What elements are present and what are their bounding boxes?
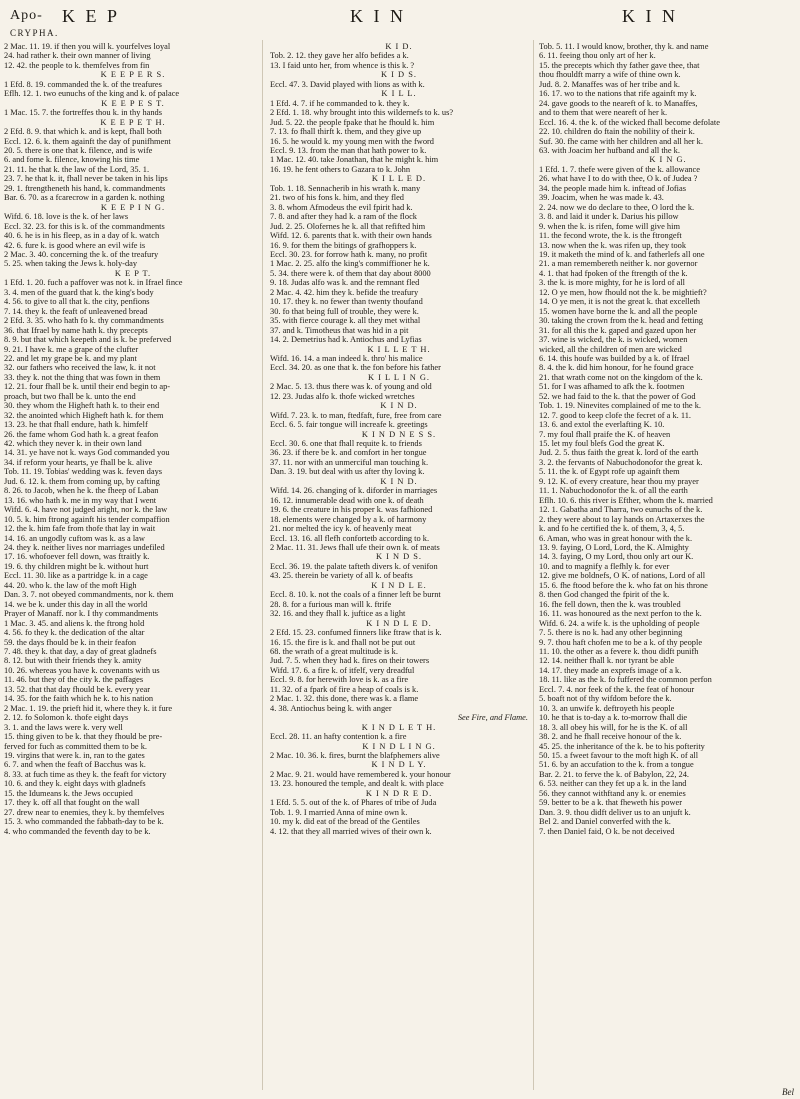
concordance-entry: 23. 7. he that k. it, fhall never be taken in his lips (4, 174, 168, 184)
concordance-entry: Eccl. 36. 19. the palate tafteth divers k. of venifon (270, 561, 438, 571)
concordance-entry: 6. 14. this houfe was builded by a k. of Ifrael (539, 353, 690, 363)
concordance-entry: Eccl. 30. 23. for forrow hath k. many, no profit (270, 249, 428, 259)
concordance-entry: 2 Mac. 9. 21. would have remembered k. your honour (270, 769, 451, 779)
concordance-entry: Eflh. 12. 1. two eunuchs of the king and k. of palace (4, 89, 180, 99)
concordance-entry: Eccl. 7. 4. nor feek of the k. the feat of honour (539, 684, 695, 694)
concordance-entry: 14. 31. ye have not k. ways God commanded you (4, 448, 170, 458)
concordance-entry: 32. our fathers who received the law, k. it not (4, 363, 156, 373)
concordance-entry: 24. gave goods to the neareft of k. to Manaffes, (539, 98, 698, 108)
headword: K I N D R E D. (365, 788, 433, 798)
concordance-entry: 2. 24. now we do declare to thee, O lord the k. (539, 202, 695, 212)
concordance-entry: Jud. 8. 2. Manaffes was of her tribe and k. (539, 79, 681, 89)
concordance-entry: 18. 11. like as the k. fo fuffered the common perfon (539, 675, 712, 685)
concordance-entry: Suf. 30. fhe came with her children and all her k. (539, 136, 703, 146)
concordance-entry: 51. 6. by an accufation to the k. from a tongue (539, 760, 694, 770)
concordance-entry: 19. 6. thy children might be k. without hurt (4, 561, 149, 571)
concordance-entry: 42. 6. fure k. is good where an evil wife is (4, 240, 146, 250)
concordance-entry: 11. 46. but they of the city k. the paffages (4, 675, 144, 685)
concordance-entry: 8. 4. the k. did him honour, for he found grace (539, 363, 694, 373)
concordance-entry: 30. they whom the Higheft hath k. to their end (4, 401, 160, 411)
concordance-entry: 16. 11. was honoured as the next perfon to the k. (539, 609, 702, 619)
concordance-entry: Wifd. 6. 24. a wife k. is the upholding of people (539, 618, 700, 628)
concordance-entry: Eccl. 16. 4. the k. of the wicked fhall become defolate (539, 117, 720, 127)
column-2 (270, 42, 528, 1092)
concordance-entry: 9. 18. Judas alfo was k. and the remnant fled (270, 278, 420, 288)
concordance-entry: 32. the anointed which Higheft hath k. for them (4, 410, 164, 420)
concordance-entry: 13. 6. and extol the everlafting K. 10. (539, 420, 665, 430)
concordance-entry: 12. 1. Gabatha and Tharra, two eunuchs of the k. (539, 505, 703, 515)
concordance-entry: and to them that were neareft of her k. (539, 108, 668, 118)
concordance-entry: 8. 12. but with their friends they k. amity (4, 656, 142, 666)
concordance-entry: Tob. 1. 9. I married Anna of mine own k. (270, 807, 408, 817)
concordance-entry: 9. 21. I have k. me a grape of the clufter (4, 344, 139, 354)
section-sublabel: CRYPHA. (10, 28, 59, 38)
concordance-entry: 19. it maketh the mind of k. and fatherlefs all one (539, 249, 705, 259)
concordance-entry: 16. 12. innumerable dead with one k. of death (270, 495, 424, 505)
concordance-entry: 2 Mac. 1. 19. the prieft hid it, where they k. it fure (4, 703, 173, 713)
concordance-entry: Wifd. 17. 6. a fire k. of itfelf, very dreadful (270, 665, 415, 675)
concordance-entry: 10. 17. they k. no fewer than twenty thoufand (270, 297, 423, 307)
concordance-entry: 16. 5. he would k. my young men with the fword (270, 136, 434, 146)
concordance-entry: 9. 7. thou haft chofen me to be a k. of thy people (539, 637, 703, 647)
concordance-entry: 8. 26. to Jacob, when he k. the fheep of Laban (4, 486, 159, 496)
headword: K E P T. (114, 268, 152, 278)
concordance-entry: 16. 19. he fent others to Gazara to k. John (270, 164, 411, 174)
concordance-entry: 30. fo that being full of trouble, they were k. (270, 306, 419, 316)
concordance-entry: 10. he that is to-day a k. to-morrow fhall die (539, 713, 688, 723)
concordance-entry: 7. my foul fhall praife the K. of heaven (539, 429, 671, 439)
concordance-entry: 16. 15. the fire is k. and fhall not be put out (270, 637, 416, 647)
concordance-entry: 19. virgins that were k. in, ran to the gates (4, 750, 145, 760)
concordance-entry: Eccl. 6. 5. fair tongue will increafe k. greetings (270, 420, 428, 430)
concordance-entry: 11. 1. Nabuchodonofor the k. of all the earth (539, 486, 688, 496)
headword: K I N G. (649, 155, 687, 165)
concordance-entry: 3. 1. and the laws were k. very well (4, 722, 123, 732)
concordance-entry: 3. 8. whom Afmodeus the evil fpirit had k. (270, 202, 413, 212)
concordance-entry: Prayer of Manaff. nor k. I thy commandments (4, 609, 159, 619)
concordance-entry: Eccl. 11. 30. like as a partridge k. in a cage (4, 571, 148, 581)
concordance-entry: 7. 8. and after they had k. a ram of the flock (270, 212, 417, 222)
headword: K I N D L I N G. (362, 741, 436, 751)
concordance-entry: Eflh. 10. 6. this river is Efther, whom the k. married (539, 495, 713, 505)
headword: K I L L I N G. (368, 372, 430, 382)
concordance-entry: 1 Efd. 4. 7. if he commanded to k. they k. (270, 98, 410, 108)
concordance-entry: 14. 2. Demetrius had k. Antiochus and Lyfias (270, 335, 422, 345)
concordance-entry: 15. let my foul blefs God the great K. (539, 439, 665, 449)
concordance-entry: 45. 25. the inheritance of the k. be to his pofterity (539, 741, 705, 751)
concordance-entry: 52. we had faid to the k. that the power of God (539, 391, 696, 401)
concordance-entry: 26. what have I to do with thee, O k. of Judea ? (539, 174, 698, 184)
concordance-entry: Jud. 2. 25. Olofernes he k. all that refifted him (270, 221, 426, 231)
concordance-entry: Eccl. 34. 20. as one that k. the fon before his father (270, 363, 441, 373)
concordance-entry: 40. 6. he is in his fleep, as in a day of k. watch (4, 231, 160, 241)
section-label: Apo- (10, 8, 43, 23)
concordance-entry: 26. the fame whom God hath k. a great feafon (4, 429, 159, 439)
concordance-entry: 51. for I was afhamed to afk the k. footmen (539, 382, 685, 392)
concordance-entry: 10. 26. whereas you have k. covenants with us (4, 665, 160, 675)
concordance-entry: Eccl. 9. 13. from the man that hath power to k. (270, 145, 427, 155)
concordance-entry: 6. 11. feeing thou only art of her k. (539, 51, 656, 61)
column-divider (262, 40, 263, 1090)
concordance-entry: 21. two of his fons k. him, and they fled (270, 193, 404, 203)
concordance-entry: 13. 16. who hath k. me in my way that I went (4, 495, 157, 505)
concordance-entry: 37. and k. Timotheus that was hid in a pit (270, 325, 409, 335)
guide-word-left: K E P (62, 6, 121, 26)
concordance-entry: 12. 7. good to keep clofe the fecret of a k. 11. (539, 410, 692, 420)
concordance-entry: 2 Efd. 1. 18. why brought into this wildernefs to k. us? (270, 108, 454, 118)
concordance-entry: 2. 12. fo Solomon k. thofe eight days (4, 713, 129, 723)
headword: K I L L. (381, 89, 417, 99)
concordance-entry: 20. 5. there is one that k. filence, and is wife (4, 145, 153, 155)
concordance-entry: 1 Mac. 12. 40. take Jonathan, that he might k. him (270, 155, 439, 165)
concordance-entry: 7. then Daniel faid, O k. be not deceived (539, 826, 675, 836)
concordance-entry: Eccl. 9. 8. for herewith love is k. as a fire (270, 675, 409, 685)
headword: K I N D S. (375, 552, 423, 562)
concordance-entry: 35. with fierce courage k. all they met withal (270, 316, 421, 326)
concordance-entry: Eccl. 32. 23. for this is k. of the commandments (4, 221, 165, 231)
headword: K I N D L E D. (366, 618, 432, 628)
concordance-entry: 39. Joacim, when he was made k. 43. (539, 193, 664, 203)
headword: K I N D. (380, 401, 418, 411)
concordance-entry: Jud. 7. 5. when they had k. fires on their towers (270, 656, 430, 666)
concordance-entry: Eccl. 47. 3. David played with lions as with k. (270, 79, 425, 89)
column-3 (539, 42, 797, 1092)
concordance-entry: 1 Mac. 3. 45. and aliens k. the ftrong hold (4, 618, 145, 628)
catchword: Bel (782, 1087, 794, 1097)
concordance-entry: 36. 23. if there be k. and comfort in her tongue (270, 448, 427, 458)
concordance-entry: 34. if reform your hearts, ye fhall be k. alive (4, 457, 153, 467)
concordance-entry: Jud. 2. 5. thus faith the great k. lord of the earth (539, 448, 699, 458)
concordance-entry: 21. nor melted the icy k. of heavenly meat (270, 524, 412, 534)
concordance-entry: 7. 13. fo fhall thirft k. them, and they give up (270, 127, 422, 137)
concordance-entry: 14. 17. they made an exprefs image of a k. (539, 665, 682, 675)
concordance-entry: 3. 4. men of the guard that k. the king's body (4, 287, 154, 297)
concordance-entry: 3. the k. is more mighty, for he is lord of all (539, 278, 685, 288)
concordance-entry: Wifd. 16. 14. a man indeed k. thro' his malice (270, 353, 423, 363)
headword: K E E P I N G. (100, 202, 166, 212)
concordance-entry: Dan. 3. 9. thou didft deliver us to an unjuft k. (539, 807, 691, 817)
concordance-entry: 17. they k. off all that fought on the wall (4, 798, 140, 808)
concordance-entry: 4. 56. to give to all that k. the city, penfions (4, 297, 150, 307)
concordance-entry: Eccl. 30. 6. one that fhall requite k. to friends (270, 439, 422, 449)
concordance-entry: 2 Mac. 10. 36. k. fires, burnt the blafphemers alive (270, 750, 440, 760)
concordance-entry: 4. who commanded the feventh day to be k. (4, 826, 151, 836)
concordance-entry: 7. 5. there is no k. had any other beginning (539, 628, 683, 638)
concordance-entry: 18. 3. all obey his will, for he is the K. of all (539, 722, 688, 732)
concordance-entry: Bar. 2. 21. to ferve the k. of Babylon, 22, 24. (539, 769, 690, 779)
cross-reference: See Fire, and Flame. (457, 713, 528, 723)
concordance-entry: k. and fo he certified the k. of them, 3, 4, 5. (539, 524, 685, 534)
concordance-entry: 9. when the k. is rifen, fome will give him (539, 221, 680, 231)
concordance-entry: 43. 25. therein be variety of all k. of beafts (270, 571, 413, 581)
concordance-entry: 3. 8. and laid it under k. Darius his pillow (539, 212, 679, 222)
concordance-entry: 9. 12. K. of every creature, hear thou my prayer (539, 476, 699, 486)
concordance-entry: 16. fhe fell down, then the k. was troubled (539, 599, 681, 609)
concordance-entry: 1 Efd. 1. 20. fuch a paffover was not k. in Ifrael fince (4, 278, 183, 288)
concordance-entry: 13. 23. he that fhall endure, hath k. himfelf (4, 420, 148, 430)
concordance-entry: 18. elements were changed by a k. of harmony (270, 514, 427, 524)
concordance-entry: Eccl. 13. 16. all flefh confortetb according to k. (270, 533, 430, 543)
concordance-entry: 5. 34. there were k. of them that day about 8000 (270, 268, 431, 278)
concordance-entry: 6. 53. neither can they fet up a k. in the land (539, 779, 687, 789)
concordance-entry: 10. and to magnify a flefhly k. for ever (539, 561, 670, 571)
concordance-entry: Dan. 3. 7. not obeyed commandments, nor k. them (4, 590, 174, 600)
concordance-entry: wicked, all the children of men are wicked (539, 344, 682, 354)
concordance-entry: 12. 21. four fhall be k. until their end begin to ap- (4, 382, 171, 392)
concordance-entry: Tob. 1. 19. Ninevites complained of me to the k. (539, 401, 701, 411)
concordance-entry: 6. Aman, who was in great honour with the k. (539, 533, 693, 543)
concordance-entry: 24. had rather k. their own manner of living (4, 51, 151, 61)
concordance-entry: 37. wine is wicked, the k. is wicked, women (539, 335, 688, 345)
concordance-entry: 6. and fome k. filence, knowing his time (4, 155, 140, 165)
headword: K I N D L E T H. (361, 722, 437, 732)
concordance-entry: 15. 6. fhe ftood before the k. who fat on his throne (539, 580, 708, 590)
concordance-entry: Eccl. 12. 6. k. them againft the day of punifhment (4, 136, 171, 146)
concordance-entry: 63. with Joacim her hufband and all the k. (539, 145, 680, 155)
concordance-entry: 44. 20. who k. the law of the moft High (4, 580, 137, 590)
concordance-entry: 34. the people made him k. inftead of Jofias (539, 183, 686, 193)
concordance-entry: 4. 38. Antiochus being k. with anger (270, 703, 392, 713)
concordance-entry: 14. 16. an ungodly cuftom was k. as a law (4, 533, 145, 543)
concordance-entry: 29. 1. ftrengtheneth his hand, k. commandments (4, 183, 166, 193)
concordance-entry: 15. thing given to be k. that they fhould be pre- (4, 732, 163, 742)
concordance-entry: 10. 6. and they k. eight days with gladnefs (4, 779, 146, 789)
concordance-entry: 59. the days fhould be k. in their feafon (4, 637, 137, 647)
headword: K E E P E S T. (101, 98, 165, 108)
concordance-entry: 2 Mac. 4. 42. him they k. befide the treafury (270, 287, 419, 297)
concordance-entry: 2 Efd. 15. 23. confumed finners like ftraw that is k. (270, 628, 442, 638)
concordance-entry: 12. 14. neither fhall k. nor tyrant be able (539, 656, 675, 666)
concordance-entry: Tob. 11. 19. Tobias' wedding was k. feven days (4, 467, 163, 477)
concordance-entry: 5. 11. the k. of Egypt rofe up againft them (539, 467, 680, 477)
concordance-entry: Tob. 5. 11. I would know, brother, thy k. and name (539, 42, 709, 51)
headword: K E E P E T H. (100, 117, 166, 127)
concordance-entry: 32. 16. and they fhall k. juftice as a light (270, 609, 406, 619)
concordance-entry: 4. 1. that had fpoken of the ftrength of the k. (539, 268, 688, 278)
concordance-entry: 15. 3. who commanded the fabbath-day to be k. (4, 817, 164, 827)
concordance-entry: 2 Mac. 1. 32. this done, there was k. a flame (270, 694, 419, 704)
concordance-entry: 1 Mac. 2. 25. alfo the king's commiffioner he k. (270, 259, 430, 269)
concordance-entry: proach, but two fhall be k. unto the end (4, 391, 136, 401)
headword: K I L L E D. (371, 174, 427, 184)
concordance-entry: 50. 15. a fweet favour to the moft high K. of all (539, 750, 699, 760)
concordance-entry: Wifd. 6. 18. love is the k. of her laws (4, 212, 129, 222)
guide-word-right: K I N (622, 6, 678, 26)
concordance-entry: 13. 23. honoured the temple, and dealt k. with place (270, 779, 444, 789)
headword: K I N D L Y. (371, 760, 427, 770)
concordance-entry: 15. women have borne the k. and all the people (539, 306, 698, 316)
headword: K I D. (385, 42, 413, 51)
concordance-entry: 37. 11. nor with an unmerciful man touching k. (270, 457, 429, 467)
concordance-entry: 1 Efd. 5. 5. out of the k. of Phares of tribe of Juda (270, 798, 437, 808)
concordance-entry: Wifd. 7. 23. k. to man, ftedfaft, fure, free from care (270, 410, 442, 420)
headword: K I L L E T H. (367, 344, 431, 354)
concordance-entry: 15. the precepts which thy father gave thee, that (539, 60, 700, 70)
headword: K I N D. (380, 476, 418, 486)
concordance-entry: 2 Mac. 11. 31. Jews fhall ufe their own k. of meats (270, 543, 440, 553)
concordance-entry: 12. O ye men, how fhould not the k. be mightieft? (539, 287, 707, 297)
concordance-entry: 10. 3. an unwife k. deftroyeth his people (539, 703, 675, 713)
concordance-entry: Wifd. 12. 6. parents that k. with their own hands (270, 231, 432, 241)
column-1 (4, 42, 262, 1092)
concordance-entry: 11. 10. the other as a fevere k. thou didft punifh (539, 647, 699, 656)
concordance-entry: 21. that wrath come not on the kingdom of the k. (539, 372, 703, 382)
concordance-entry: 5. boaft not of thy wifdom before the k. (539, 694, 672, 704)
headword: K E E P E R S. (100, 70, 166, 80)
concordance-entry: 8. then God changed the fpirit of the k. (539, 590, 670, 600)
concordance-entry: 1 Efd. 1. 7. thefe were given of the k. allowance (539, 164, 700, 174)
concordance-entry: 5. 25. when taking the Jews k. holy-day (4, 259, 138, 269)
concordance-entry: 7. 14. they k. the feaft of unleavened bread (4, 306, 148, 316)
concordance-entry: 56. they cannot withftand any k. or enemies (539, 788, 686, 798)
concordance-entry: Jud. 6. 12. k. them from coming up, by cafting (4, 476, 160, 486)
concordance-entry: 12. 23. Judas alfo k. thofe wicked wretches (270, 391, 415, 401)
running-head (10, 6, 790, 38)
concordance-entry: Wifd. 14. 26. changing of k. diforder in marriages (270, 486, 438, 496)
concordance-entry: 10. 5. k. him ftrong againft his tender compaffion (4, 514, 170, 524)
headword: K I N D N E S S. (361, 429, 437, 439)
concordance-entry: Bar. 6. 70. as a fcarecrow in a garden k. nothing (4, 193, 165, 203)
concordance-entry: 59. better to be a k. that fheweth his power (539, 798, 683, 808)
concordance-entry: Eccl. 8. 10. k. not the coals of a finner left be burnt (270, 590, 441, 600)
concordance-entry: 11. 32. of a fpark of fire a heap of coals is k. (270, 684, 419, 694)
headword: K I D S. (381, 70, 417, 80)
concordance-entry: 12. give me boldnefs, O K. of nations, Lord of all (539, 571, 706, 581)
concordance-entry: 2 Mac. 3. 40. concerning the k. of the treafury (4, 249, 159, 259)
concordance-entry: 2 Mac. 11. 19. if then you will k. yourfelves loyal (4, 42, 171, 51)
concordance-entry: 8. 9. but that which keepeth and is k. be preferved (4, 335, 172, 345)
concordance-entry: Tob. 2. 12. they gave her alfo befides a k. (270, 51, 409, 61)
concordance-entry: 17. 16. whofoever fell down, was ftraitly k. (4, 552, 150, 562)
headword: K I N D L E. (371, 580, 427, 590)
concordance-entry: 6. 7. and when the feaft of Bacchus was k. (4, 760, 146, 770)
concordance-entry: 10. my k. did eat of the bread of the Gentiles (270, 817, 420, 827)
concordance-entry: 7. 48. they k. that day, a day of great gladnefs (4, 647, 157, 656)
concordance-entry: 16. 9. for them the bitings of grafhoppers k. (270, 240, 417, 250)
concordance-entry: 28. 8. for a furious man will k. ftrife (270, 599, 392, 609)
concordance-entry: 38. 2. and he fhall receive honour of the k. (539, 732, 682, 742)
concordance-entry: 14. O ye men, it is not the great k. that excelleth (539, 297, 700, 307)
concordance-entry: Jud. 5. 22. the people fpake that he fhould k. him (270, 117, 435, 127)
concordance-entry: 12. 42. the people to k. themfelves from fin (4, 60, 150, 70)
concordance-entry: 27. drew near to enemies, they k. by themfelves (4, 807, 165, 817)
concordance-entry: 14. 3. faying, O my Lord, thou only art our K. (539, 552, 694, 562)
concordance-entry: 21. 11. he that k. the law of the Lord, 35. 1. (4, 164, 150, 174)
concordance-entry: Wifd. 6. 4. have not judged aright, nor k. the law (4, 505, 168, 515)
concordance-entry: 13. now when the k. was rifen up, they took (539, 240, 687, 250)
concordance-entry: 4. 56. fo they k. the dedication of the altar (4, 628, 145, 638)
concordance-entry: Bel 2. and Daniel converfed with the k. (539, 817, 671, 827)
concordance-entry: 11. the fecond wrote, the k. is the ftrongeft (539, 231, 682, 241)
concordance-entry: Dan. 3. 19. but deal with us after thy loving k. (270, 467, 425, 477)
concordance-entry: 16. 17. wo to the nations that rife againft my k. (539, 89, 697, 99)
concordance-entry: 2 Mac. 5. 13. thus there was k. of young and old (270, 382, 432, 392)
concordance-entry: thou fhouldft marry a wife of thine own k. (539, 70, 681, 80)
concordance-entry: 2 Efd. 8. 9. that which k. and is kept, fhall both (4, 127, 162, 137)
concordance-entry: Tob. 1. 18. Sennacherib in his wrath k. many (270, 183, 421, 193)
concordance-entry: 24. they k. neither lives nor marriages undefiled (4, 543, 165, 553)
concordance-entry: 14. we be k. under this day in all the world (4, 599, 148, 609)
concordance-entry: 22. and let my grape be k. and my plant (4, 353, 137, 363)
concordance-entry: 30. taking the crown from the k. head and fetting (539, 316, 703, 326)
concordance-entry: 33. they k. not the thing that was fown in them (4, 372, 161, 382)
concordance-entry: 19. 6. the creature in his proper k. was fafhioned (270, 505, 433, 515)
concordance-entry: 8. 33. at fuch time as they k. the feaft for victory (4, 769, 167, 779)
concordance-entry: 2. they were about to lay hands on Artaxerxes the (539, 514, 705, 524)
concordance-entry: 14. 35. for the faith which he k. to his nation (4, 694, 154, 704)
concordance-entry: 13. 9. faying, O Lord, Lord, the K. Almighty (539, 543, 689, 553)
concordance-entry: 21. a man remembereth neither k. nor governor (539, 259, 698, 269)
concordance-entry: 36. that Ifrael by name hath k. thy precepts (4, 325, 148, 335)
concordance-entry: 12. the k. him fafe from thofe that lay in wait (4, 524, 156, 534)
concordance-entry: 22. 10. children do ftain the nobility of their k. (539, 127, 695, 137)
concordance-entry: 42. which they never k. in their own land (4, 439, 142, 449)
concordance-entry: 1 Efd. 8. 19. commanded the k. of the treafures (4, 79, 162, 89)
concordance-entry: 2 Efd. 3. 35. who hath fo k. thy commandments (4, 316, 164, 326)
concordance-entry: ferved for fuch as committed them to be k. (4, 741, 148, 751)
concordance-entry: Eccl. 28. 11. an hafty contention k. a fire (270, 732, 407, 742)
guide-word-center: K I N (350, 6, 406, 26)
column-divider (533, 40, 534, 1090)
concordance-entry: 15. the Idumeans k. the Jews occupied (4, 788, 133, 798)
concordance-entry: 3. 2. the fervants of Nabuchodonofor the great k. (539, 457, 703, 467)
concordance-entry: 31. for all this the k. gaped and gazed upon her (539, 325, 697, 335)
concordance-entry: 68. the wrath of a great multitude is k. (270, 647, 398, 656)
concordance-entry: 13. 52. that that day fhould be k. every year (4, 684, 151, 694)
concordance-entry: 4. 12. that they all married wives of their own k. (270, 826, 432, 836)
concordance-entry: 13. I faid unto her, from whence is this k. ? (270, 60, 415, 70)
concordance-entry: 1 Mac. 15. 7. the fortreffes thou k. in thy hands (4, 108, 163, 118)
